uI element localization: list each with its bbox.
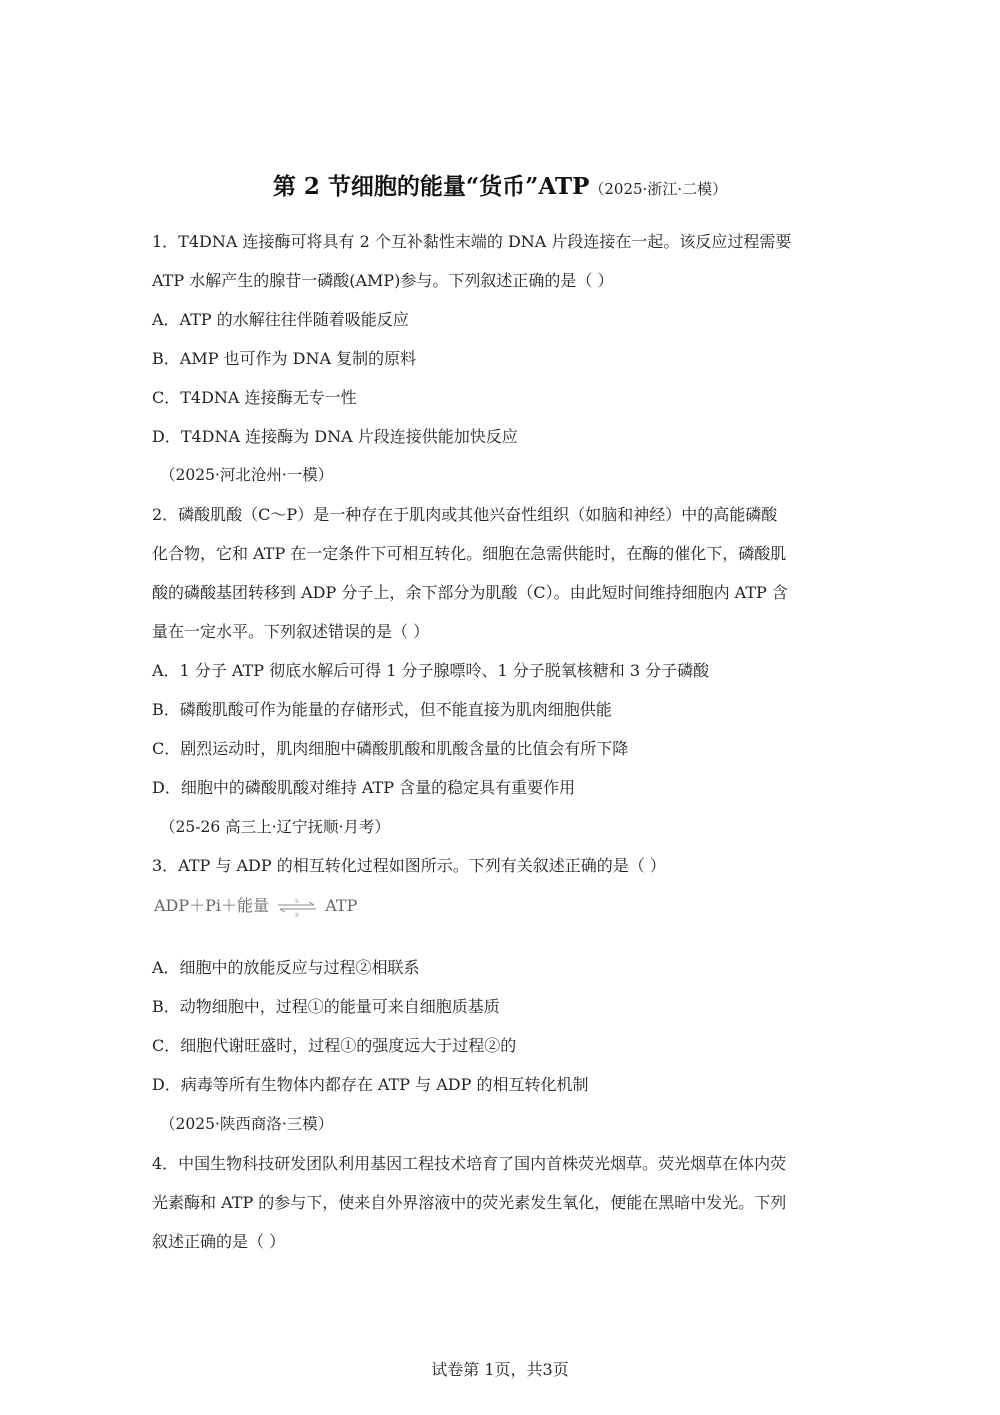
q3-option-d: D．病毒等所有生物体内都存在 ATP 与 ADP 的相互转化机制 [152, 1075, 589, 1094]
formula-left: ADP＋Pi＋能量 [154, 896, 270, 915]
q2-option-d: D．细胞中的磷酸肌酸对维持 ATP 含量的稳定具有重要作用 [152, 778, 576, 797]
q1-option-a: A．ATP 的水解往往伴随着吸能反应 [152, 310, 409, 329]
q4-stem-line-1: 4．中国生物科技研发团队利用基因工程技术培育了国内首株荧光烟草。荧光烟草在体内荧 [152, 1154, 787, 1173]
title-source: （2025·浙江·二模） [589, 180, 728, 198]
q3-option-c: C．细胞代谢旺盛时，过程①的强度远大于过程②的 [152, 1036, 517, 1055]
q2-stem-line-4: 量在一定水平。下列叙述错误的是（ ） [152, 622, 430, 641]
page-footer: 试卷第 1页，共3页 [431, 1360, 569, 1379]
q3-option-b: B．动物细胞中，过程①的能量可来自细胞质基质 [152, 997, 500, 1016]
atp-adp-conversion-diagram [154, 896, 357, 917]
q1-stem-line-1: 1．T4DNA 连接酶可将具有 2 个互补黏性末端的 DNA 片段连接在一起。该反应过程需要 [152, 232, 792, 251]
title-main: 第 2 节细胞的能量“货币”ATP [272, 173, 590, 200]
q1-option-b: B．AMP 也可作为 DNA 复制的原料 [152, 349, 417, 368]
q2-stem-line-1: 2．磷酸肌酸（C～P）是一种存在于肌肉或其他兴奋性组织（如脑和神经）中的高能磷酸 [152, 505, 778, 524]
formula-upper-label: ① [294, 897, 300, 905]
q2-option-c: C．剧烈运动时，肌肉细胞中磷酸肌酸和肌酸含量的比值会有所下降 [152, 739, 629, 758]
q4-source: （2025·陕西商洛·三模） [160, 1115, 334, 1133]
q2-option-a: A．1 分子 ATP 彻底水解后可得 1 分子腺嘌呤、1 分子脱氧核糖和 3 分子磷酸 [152, 661, 710, 680]
q1-stem-line-2: ATP 水解产生的腺苷一磷酸(AMP)参与。下列叙述正确的是（ ） [152, 271, 614, 290]
q3-stem-line-1: 3．ATP 与 ADP 的相互转化过程如图所示。下列有关叙述正确的是（ ） [152, 856, 666, 875]
q4-stem-line-3: 叙述正确的是（ ） [152, 1232, 286, 1251]
formula-lower-label: ② [294, 911, 300, 917]
q1-option-c: C．T4DNA 连接酶无专一性 [152, 388, 357, 407]
q2-stem-line-3: 酸的磷酸基团转移到 ADP 分子上，余下部分为肌酸（C）。由此短时间维持细胞内 ATP 含 [152, 583, 788, 602]
q3-source: （25-26 高三上·辽宁抚顺·月考） [160, 818, 390, 836]
reversible-arrows-icon [274, 897, 320, 917]
q1-option-d: D．T4DNA 连接酶为 DNA 片段连接供能加快反应 [152, 427, 518, 446]
formula-right: ATP [325, 896, 358, 915]
q4-stem-line-2: 光素酶和 ATP 的参与下，使来自外界溶液中的荧光素发生氧化，便能在黑暗中发光。下列 [152, 1193, 787, 1212]
q2-source: （2025·河北沧州·一模） [160, 466, 334, 484]
q2-option-b: B．磷酸肌酸可作为能量的存储形式，但不能直接为肌肉细胞供能 [152, 700, 612, 719]
q2-stem-line-2: 化合物，它和 ATP 在一定条件下可相互转化。细胞在急需供能时，在酶的催化下，磷酸肌 [152, 544, 787, 563]
q3-option-a: A．细胞中的放能反应与过程②相联系 [152, 958, 420, 977]
page-title [0, 168, 1000, 201]
